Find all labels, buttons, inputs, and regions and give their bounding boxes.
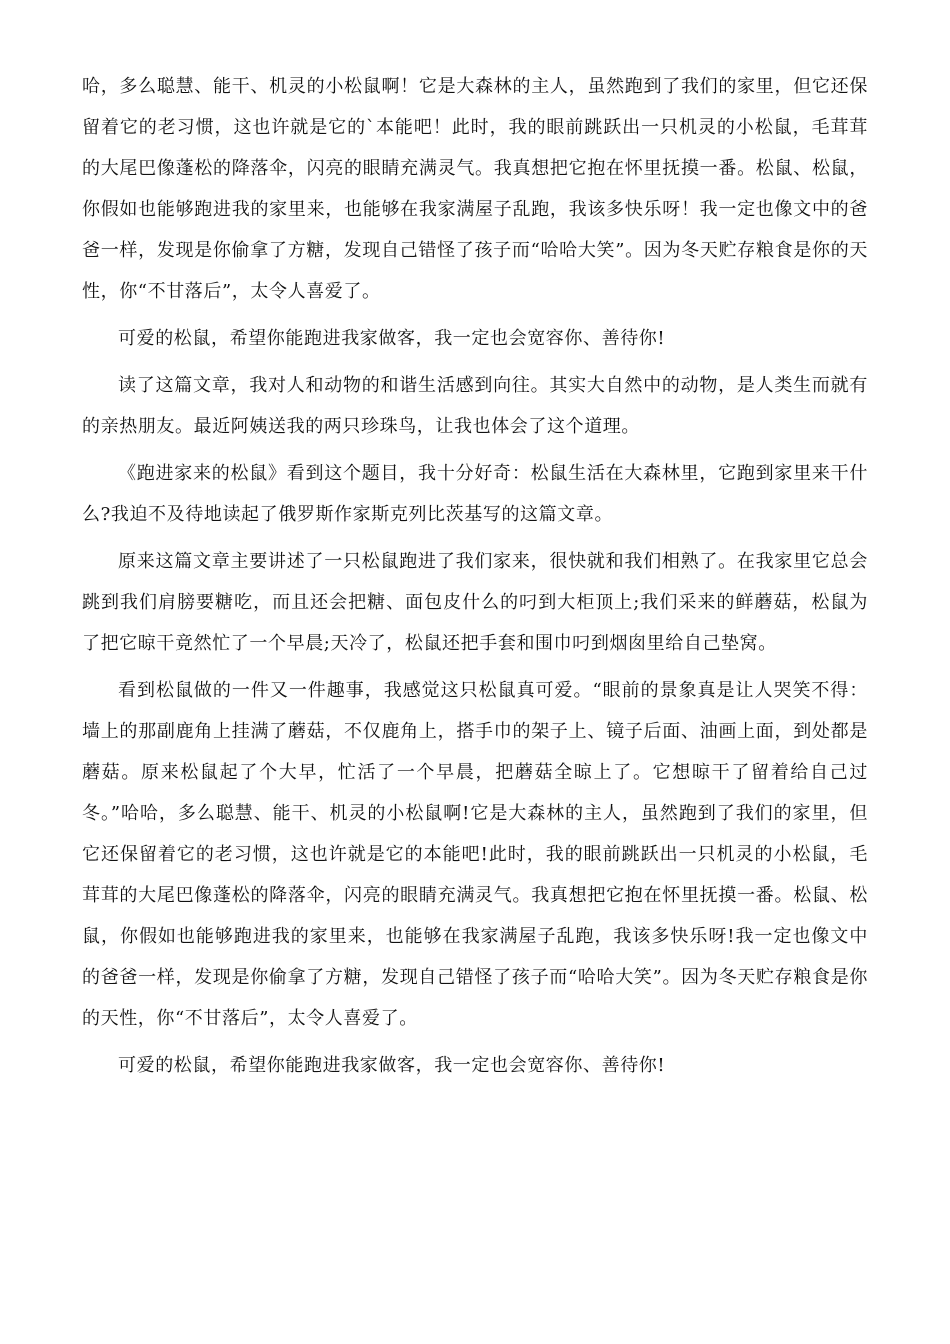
document-page [82,66,868,1092]
paragraph-1: 哈，多么聪慧、能干、机灵的小松鼠啊！它是大森林的主人，虽然跑到了我们的家里，但它还保留着它的老习惯，这也许就是它的`本能吧！此时，我的眼前跳跃出一只机灵的小松鼠，毛茸茸的大尾巴像蓬松的降落伞，闪亮的眼睛充满灵气。我真想把它抱在怀里抚摸一番。松鼠、松鼠，你假如也能够跑进我的家里来，也能够在我家满屋子乱跑，我该多快乐呀！我一定也像文中的爸爸一样，发现是你偷拿了方糖，发现自己错怪了孩子而“哈哈大笑”。因为冬天贮存粮食是你的天性，你“不甘落后”，太令人喜爱了。 [82,76,868,302]
paragraph-3: 读了这篇文章，我对人和动物的和谐生活感到向往。其实大自然中的动物，是人类生而就有的亲热朋友。最近阿姨送我的两只珍珠鸟，让我也体会了这个道理。 [82,375,868,437]
paragraph-5: 原来这篇文章主要讲述了一只松鼠跑进了我们家来，很快就和我们相熟了。在我家里它总会跳到我们肩膀要糖吃，而且还会把糖、面包皮什么的叼到大柜顶上;我们采来的鲜蘑菇，松鼠为了把它晾干竟然忙了一个早晨;天冷了，松鼠还把手套和围巾叼到烟囱里给自己垫窝。 [82,551,868,654]
paragraph-4: 《跑进家来的松鼠》看到这个题目，我十分好奇：松鼠生活在大森林里，它跑到家里来干什么?我迫不及待地读起了俄罗斯作家斯克列比茨基写的这篇文章。 [82,463,868,525]
paragraph-6: 看到松鼠做的一件又一件趣事，我感觉这只松鼠真可爱。“眼前的景象真是让人哭笑不得：墙上的那副鹿角上挂满了蘑菇，不仅鹿角上，搭手巾的架子上、镜子后面、油画上面，到处都是蘑菇。原来松鼠起了个大早，忙活了一个早晨，把蘑菇全晾上了。它想晾干了留着给自己过冬。”哈哈，多么聪慧、能干、机灵的小松鼠啊!它是大森林的主人，虽然跑到了我们的家里，但它还保留着它的老习惯，这也许就是它的本能吧!此时，我的眼前跳跃出一只机灵的小松鼠，毛茸茸的大尾巴像蓬松的降落伞，闪亮的眼睛充满灵气。我真想把它抱在怀里抚摸一番。松鼠、松鼠，你假如也能够跑进我的家里来，也能够在我家满屋子乱跑，我该多快乐呀!我一定也像文中的爸爸一样，发现是你偷拿了方糖，发现自己错怪了孩子而“哈哈大笑”。因为冬天贮存粮食是你的天性，你“不甘落后”，太令人喜爱了。 [82,680,868,1029]
paragraph-2: 可爱的松鼠，希望你能跑进我家做客，我一定也会宽容你、善待你! [118,328,666,349]
paragraph-7: 可爱的松鼠，希望你能跑进我家做客，我一定也会宽容你、善待你! [118,1055,666,1076]
